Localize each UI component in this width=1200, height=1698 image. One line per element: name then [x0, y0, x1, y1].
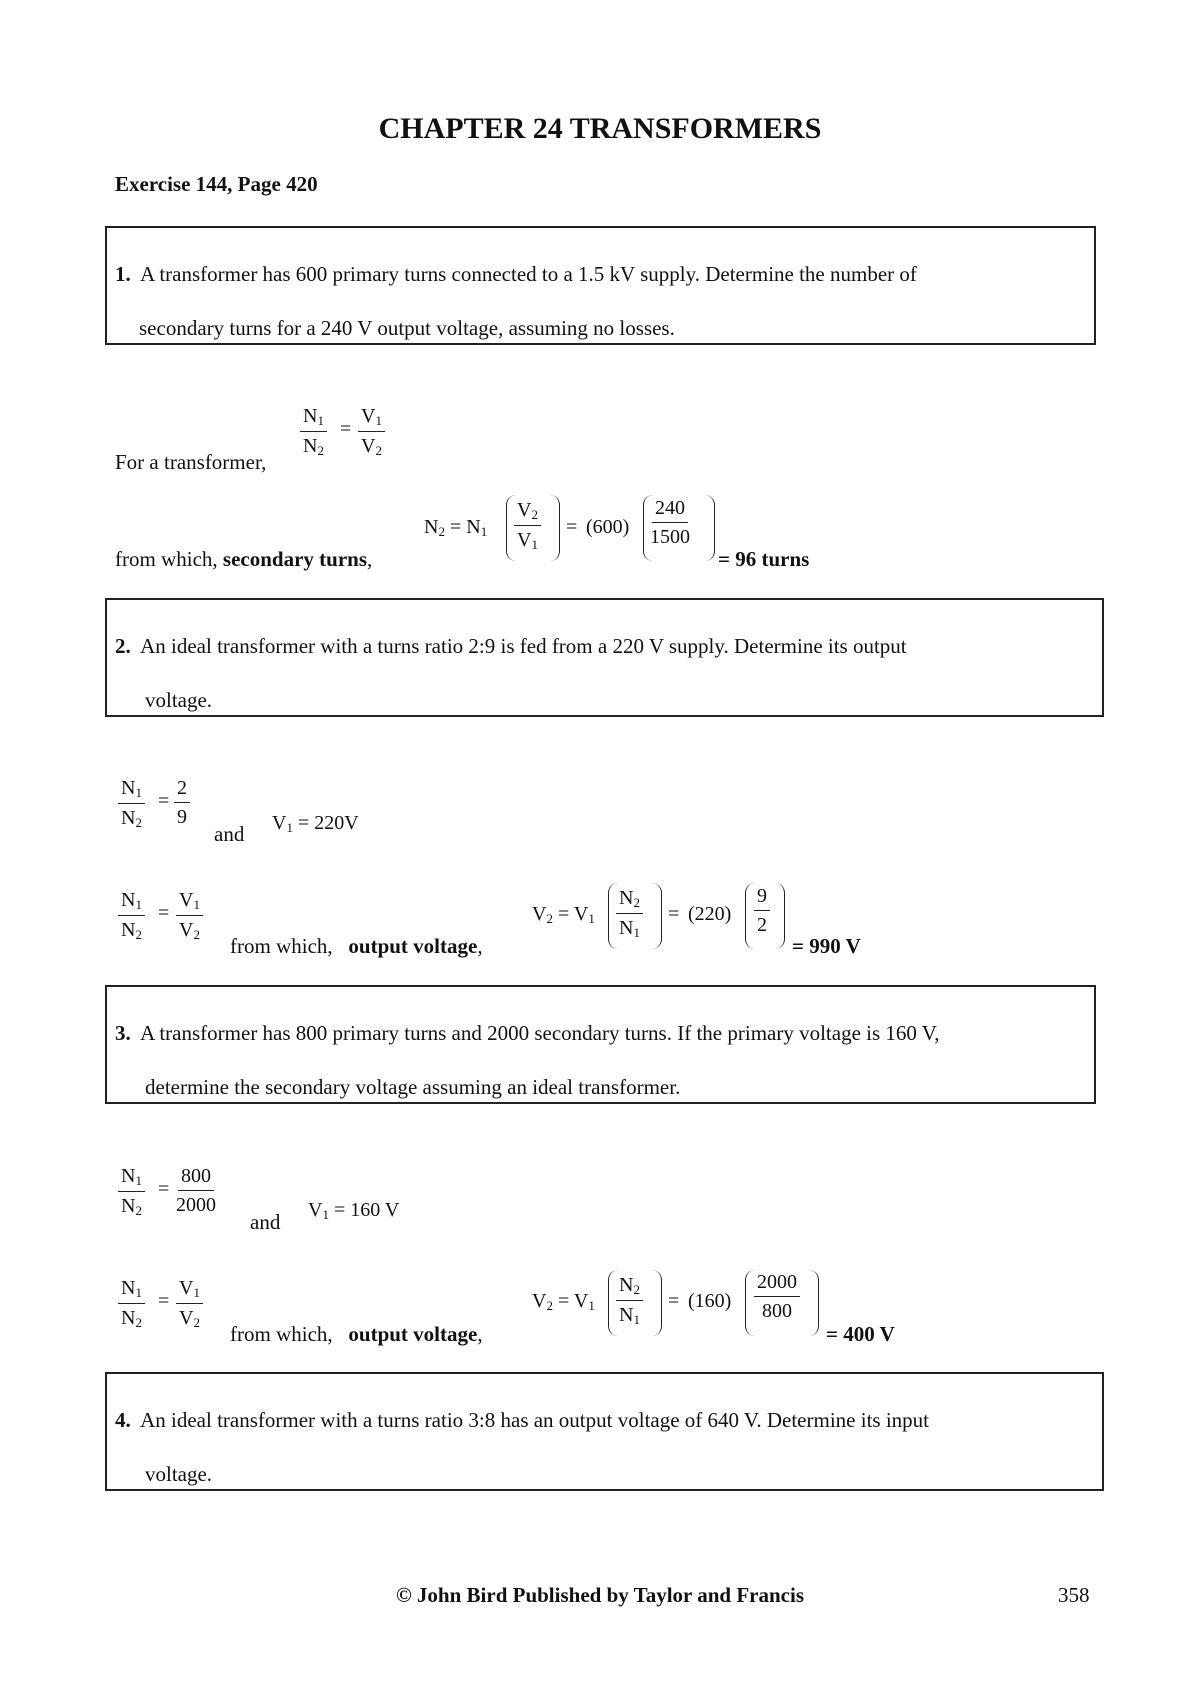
question-text: A transformer has 800 primary turns and 2000 secondary turns. If the primary voltage is 160 V,: [140, 1021, 940, 1045]
fraction-numerator: 2: [174, 778, 190, 803]
solution-result: = 400 V: [826, 1322, 895, 1346]
formula-value: (160): [688, 1290, 732, 1312]
question-3-box: [105, 985, 1096, 1104]
question-4-box: [105, 1372, 1104, 1491]
formula-fraction: $\frac{V_1}{V_2}$: [176, 890, 203, 941]
formula-equals: =: [158, 902, 170, 924]
formula-value: (220): [688, 903, 732, 925]
fraction-numerator: 9: [754, 886, 770, 911]
formula-term: $N_2 = N_1$: [424, 516, 488, 539]
formula-term: $V_1 = 220V$: [272, 812, 359, 835]
question-number: 3.: [115, 1021, 131, 1045]
question-text: voltage.: [145, 688, 213, 712]
question-text: An ideal transformer with a turns ratio 2:9 is fed from a 220 V supply. Determine its output: [140, 634, 907, 658]
formula-term: $V_2 = V_1$: [532, 903, 595, 926]
exercise-heading: Exercise 144, Page 420: [115, 172, 318, 196]
formula-equals: =: [158, 1290, 170, 1312]
fraction-numerator: 240: [652, 498, 688, 523]
page-title: CHAPTER 24 TRANSFORMERS: [378, 112, 822, 145]
fraction-denominator: 9: [177, 806, 187, 828]
solution-text: and: [214, 822, 245, 846]
fraction-numerator: 800: [178, 1166, 214, 1191]
formula-equals: =: [340, 418, 352, 440]
solution-text: from which, output voltage,: [230, 934, 483, 958]
formula-term: $V_1 = 160$ V: [308, 1199, 400, 1222]
formula-fraction: $\frac{N_1}{N_2}$: [118, 1278, 145, 1329]
page-number: 358: [1058, 1583, 1090, 1607]
formula-fraction: $\frac{N_1}{N_2}$: [118, 1166, 145, 1217]
question-1-box: [105, 226, 1096, 345]
formula-fraction: $\frac{N_2}{N_1}$: [616, 1275, 643, 1326]
solution-text: and: [250, 1210, 281, 1234]
solution-result: = 96 turns: [718, 547, 810, 571]
fraction-denominator: 2000: [176, 1194, 216, 1216]
formula-equals: =: [668, 903, 680, 925]
formula-fraction: [174, 778, 190, 827]
formula-fraction: [650, 498, 690, 547]
formula-equals: =: [668, 1290, 680, 1312]
question-number: 1.: [115, 262, 131, 286]
solution-text: from which, secondary turns,: [115, 547, 373, 571]
formula-equals: =: [158, 1178, 170, 1200]
formula-term: $V_2 = V_1$: [532, 1290, 595, 1313]
question-text: voltage.: [145, 1462, 213, 1486]
formula-fraction: [176, 1166, 216, 1215]
question-text: An ideal transformer with a turns ratio 3:8 has an output voltage of 640 V. Determine its input: [140, 1408, 929, 1432]
formula-fraction: $\frac{V_1}{V_2}$: [176, 1278, 203, 1329]
fraction-denominator: 800: [762, 1300, 792, 1322]
fraction-numerator: 2000: [754, 1272, 800, 1297]
question-number: 2.: [115, 634, 131, 658]
formula-fraction: $\frac{N_1}{N_2}$: [118, 890, 145, 941]
fraction-denominator: 1500: [650, 526, 690, 548]
formula-value: (600): [586, 516, 630, 538]
question-2-box: [105, 598, 1104, 717]
formula-fraction: $\frac{N_2}{N_1}$: [616, 888, 643, 939]
solution-text: For a transformer,: [115, 450, 267, 474]
formula-fraction: $\frac{V_1}{V_2}$: [358, 406, 385, 457]
solution-text: from which, output voltage,: [230, 1322, 483, 1346]
formula-fraction: [754, 886, 770, 935]
formula-fraction: [754, 1272, 800, 1321]
formula-fraction: $\frac{N_1}{N_2}$: [300, 406, 327, 457]
question-text: determine the secondary voltage assuming an ideal transformer.: [145, 1075, 681, 1099]
formula-equals: =: [158, 790, 170, 812]
fraction-denominator: 2: [757, 914, 767, 936]
solution-result: = 990 V: [792, 934, 861, 958]
question-number: 4.: [115, 1408, 131, 1432]
formula-equals: =: [566, 516, 578, 538]
question-text: A transformer has 600 primary turns connected to a 1.5 kV supply. Determine the number of: [140, 262, 917, 286]
formula-fraction: $\frac{V_2}{V_1}$: [514, 500, 541, 551]
question-text: secondary turns for a 240 V output voltage, assuming no losses.: [139, 316, 675, 340]
formula-fraction: $\frac{N_1}{N_2}$: [118, 778, 145, 829]
footer-copyright: © John Bird Published by Taylor and Francis: [395, 1583, 804, 1607]
